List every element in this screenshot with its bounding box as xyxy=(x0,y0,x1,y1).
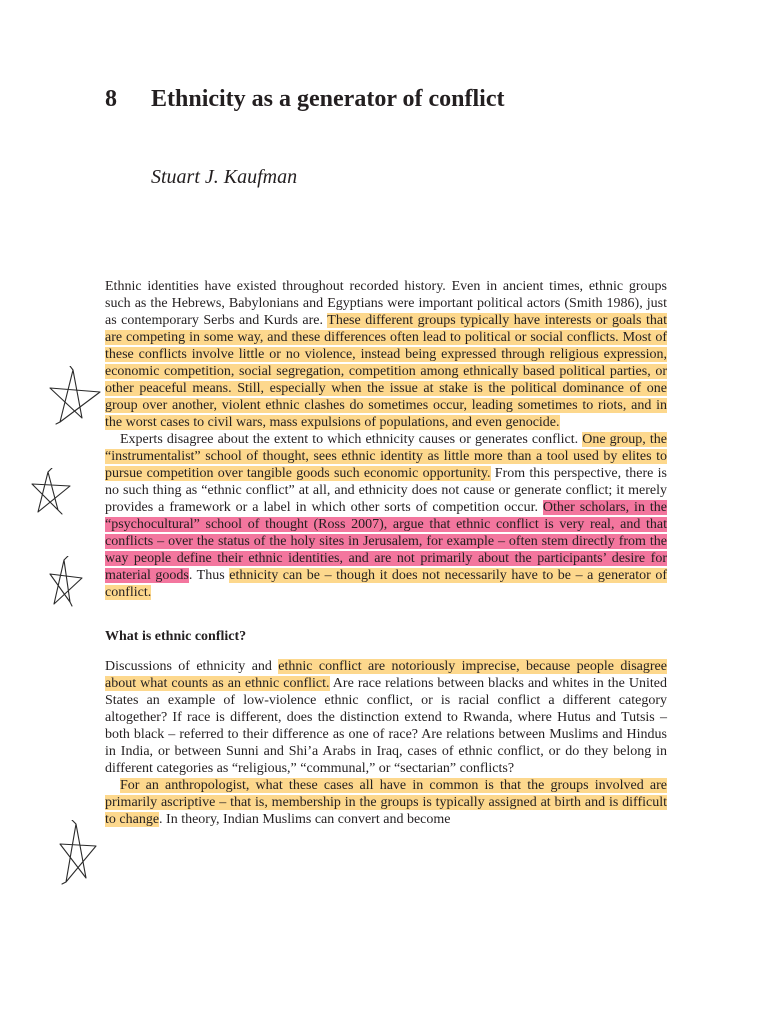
text-run: . Thus xyxy=(188,568,230,583)
body-paragraph xyxy=(105,431,667,601)
highlighted-text-yellow: ethnicity can be – though it does not necessarily have to be – a generator of conflict. xyxy=(105,568,667,600)
highlighted-text-pink: Other scholars, in the “psychocultural” school of thought (Ross 2007), argue that ethnic conflict is very real, and that conflicts – over the status of the holy sites in Jerusalem, for example – often stem directly from the way people define their ethnic identities, and are not primarily about the participants’ desire for material goods xyxy=(105,500,667,583)
chapter-heading xyxy=(105,84,505,114)
text-run: Ethnic identities have existed throughout recorded history. Even in ancient times, ethnic groups such as the Hebrews, Babylonians and Egyptians were important political actors (Smith 1986), just as contemporary Serbs and Kurds are. xyxy=(105,279,667,328)
body-paragraph xyxy=(105,777,667,828)
star-mark-icon xyxy=(46,366,104,426)
section-heading: What is ethnic conflict? xyxy=(105,629,247,644)
text-run: Are race relations between blacks and whites in the United States an example of low-violence ethnic conflict, or is racial conflict a different category altogether? If race is different, does the distinction extend to Rwanda, where Hutus and Tutsis – both black – referred to their difference as one of race? Are relations between Muslims and Hindus in India, or between Sunni and Shi’a Arabs in Iraq, cases of ethnic conflict, or do they belong in different categories as “religious,” “communal,” or “sectarian” conflicts? xyxy=(105,676,667,776)
highlighted-text-yellow: ethnic conflict are notoriously imprecise, because people disagree about what counts as an ethnic conflict. xyxy=(105,659,667,691)
text-run: Experts disagree about the extent to which ethnicity causes or generates conflict. xyxy=(120,432,583,447)
highlighted-text-yellow: One group, the “instrumentalist” school of thought, sees ethnic identity as little more than a tool used by elites to pursue competition over tangible goods such economic opportunity. xyxy=(105,432,667,481)
star-mark-icon xyxy=(28,468,74,516)
text-run: Discussions of ethnicity and xyxy=(105,659,279,674)
chapter-number: 8 xyxy=(105,86,117,112)
body-paragraph xyxy=(105,278,667,431)
text-run: . In theory, Indian Muslims can convert and become xyxy=(159,812,451,827)
highlighted-text-yellow: For an anthropologist, what these cases all have in common is that the groups involved are primarily ascriptive – that is, membership in the groups is typically assigned at birth and is difficult to change xyxy=(105,778,667,827)
highlighted-text-yellow: These different groups typically have interests or goals that are competing in some way, and these differences often lead to political or social conflicts. Most of these conflicts involve little or no violence, instead being expressed through religious expression, economic competition, social segregation, competition among ethnically based political parties, or other peaceful means. Still, especially when the issue at stake is the political dominance of one group over another, violent ethnic clashes do sometimes occur, leading sometimes to riots, and in the worst cases to civil wars, mass expulsions of populations, and even genocide. xyxy=(105,313,667,430)
star-mark-icon xyxy=(56,820,100,886)
chapter-title: Ethnicity as a generator of conflict xyxy=(151,86,505,112)
body-paragraph xyxy=(105,658,667,777)
star-mark-icon xyxy=(46,556,86,608)
chapter-author: Stuart J. Kaufman xyxy=(151,166,298,188)
text-run: From this perspective, there is no such thing as “ethnic conflict” at all, and ethnicity does not cause or generate conflict; it merely provides a framework or a label in which other sorts of competition occur. xyxy=(105,466,667,515)
chapter-body xyxy=(105,278,667,828)
